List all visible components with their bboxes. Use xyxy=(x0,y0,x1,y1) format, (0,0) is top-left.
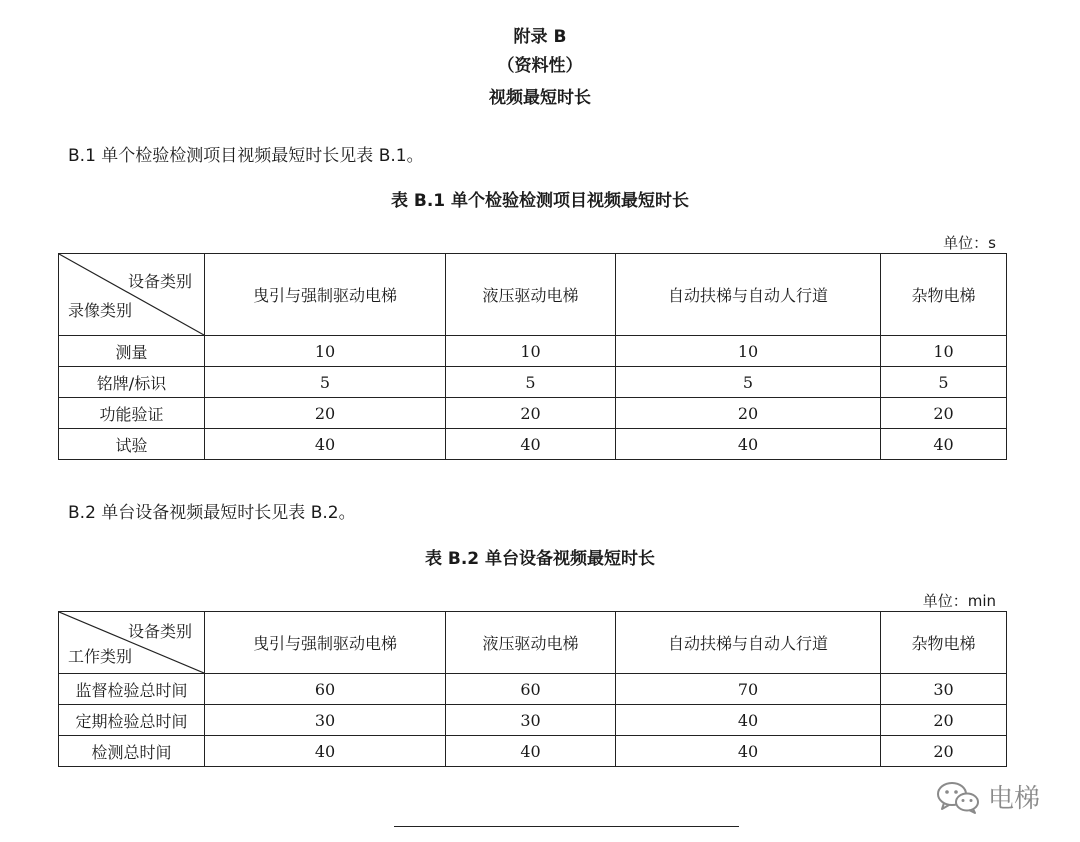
table-cell: 20 xyxy=(205,398,446,429)
diagonal-header-cell xyxy=(59,254,205,336)
column-header: 自动扶梯与自动人行道 xyxy=(616,254,881,336)
table-cell: 5 xyxy=(446,367,616,398)
table-b1-unit: 单位：s xyxy=(943,234,996,252)
watermark xyxy=(934,778,1040,815)
table-b1-caption: 表 B.1 单个检验检测项目视频最短时长 xyxy=(390,191,690,211)
table-b2-caption: 表 B.2 单台设备视频最短时长 xyxy=(424,549,656,569)
row-label: 检测总时间 xyxy=(59,736,205,767)
diagonal-header-cell xyxy=(59,612,205,674)
appendix-title: 附录 B xyxy=(513,27,567,47)
row-label: 功能验证 xyxy=(59,398,205,429)
diagonal-line xyxy=(59,254,204,335)
column-header: 曳引与强制驱动电梯 xyxy=(205,254,446,336)
table-cell: 60 xyxy=(446,674,616,705)
table-cell: 20 xyxy=(616,398,881,429)
table-row xyxy=(59,367,1007,398)
column-header: 液压驱动电梯 xyxy=(446,254,616,336)
table-cell: 10 xyxy=(616,336,881,367)
column-header: 杂物电梯 xyxy=(881,612,1007,674)
row-label: 测量 xyxy=(59,336,205,367)
table-cell: 70 xyxy=(616,674,881,705)
table-cell: 20 xyxy=(881,398,1007,429)
table-row xyxy=(59,705,1007,736)
table-cell: 40 xyxy=(616,736,881,767)
table-cell: 40 xyxy=(446,736,616,767)
appendix-subtitle: 视频最短时长 xyxy=(489,88,591,108)
corner-row-label: 录像类别 xyxy=(68,301,133,320)
corner-column-label: 设备类别 xyxy=(127,622,192,641)
table-b1 xyxy=(58,253,1007,460)
corner-row-label: 工作类别 xyxy=(68,647,133,666)
table-cell: 5 xyxy=(616,367,881,398)
section-b2-text: B.2 单台设备视频最短时长见表 B.2。 xyxy=(68,503,356,523)
table-cell: 40 xyxy=(616,705,881,736)
table-cell: 10 xyxy=(881,336,1007,367)
watermark-text: 电梯 xyxy=(988,784,1041,814)
table-header-row xyxy=(59,254,1007,336)
table-header-row xyxy=(59,612,1007,674)
row-label: 试验 xyxy=(59,429,205,460)
table-row xyxy=(59,674,1007,705)
section-b1-text: B.1 单个检验检测项目视频最短时长见表 B.1。 xyxy=(68,146,424,166)
table-b2 xyxy=(58,611,1007,767)
table-cell: 40 xyxy=(881,429,1007,460)
table-cell: 40 xyxy=(205,736,446,767)
row-label: 铭牌/标识 xyxy=(59,367,205,398)
table-cell: 5 xyxy=(205,367,446,398)
table-row xyxy=(59,336,1007,367)
column-header: 自动扶梯与自动人行道 xyxy=(616,612,881,674)
column-header: 液压驱动电梯 xyxy=(446,612,616,674)
end-rule xyxy=(394,826,739,827)
corner-column-label: 设备类别 xyxy=(127,272,192,291)
appendix-type: （资料性） xyxy=(497,56,583,76)
table-cell: 20 xyxy=(446,398,616,429)
table-cell: 60 xyxy=(205,674,446,705)
table-cell: 30 xyxy=(205,705,446,736)
wechat-icon xyxy=(934,779,982,815)
table-cell: 40 xyxy=(616,429,881,460)
table-cell: 40 xyxy=(205,429,446,460)
table-cell: 30 xyxy=(881,674,1007,705)
table-b2-unit: 单位：min xyxy=(922,592,996,610)
table-cell: 10 xyxy=(446,336,616,367)
table-cell: 40 xyxy=(446,429,616,460)
row-label: 定期检验总时间 xyxy=(59,705,205,736)
table-row xyxy=(59,736,1007,767)
column-header: 曳引与强制驱动电梯 xyxy=(205,612,446,674)
table-cell: 30 xyxy=(446,705,616,736)
table-cell: 20 xyxy=(881,736,1007,767)
table-row xyxy=(59,429,1007,460)
table-cell: 10 xyxy=(205,336,446,367)
row-label: 监督检验总时间 xyxy=(59,674,205,705)
table-cell: 20 xyxy=(881,705,1007,736)
table-row xyxy=(59,398,1007,429)
column-header: 杂物电梯 xyxy=(881,254,1007,336)
table-cell: 5 xyxy=(881,367,1007,398)
